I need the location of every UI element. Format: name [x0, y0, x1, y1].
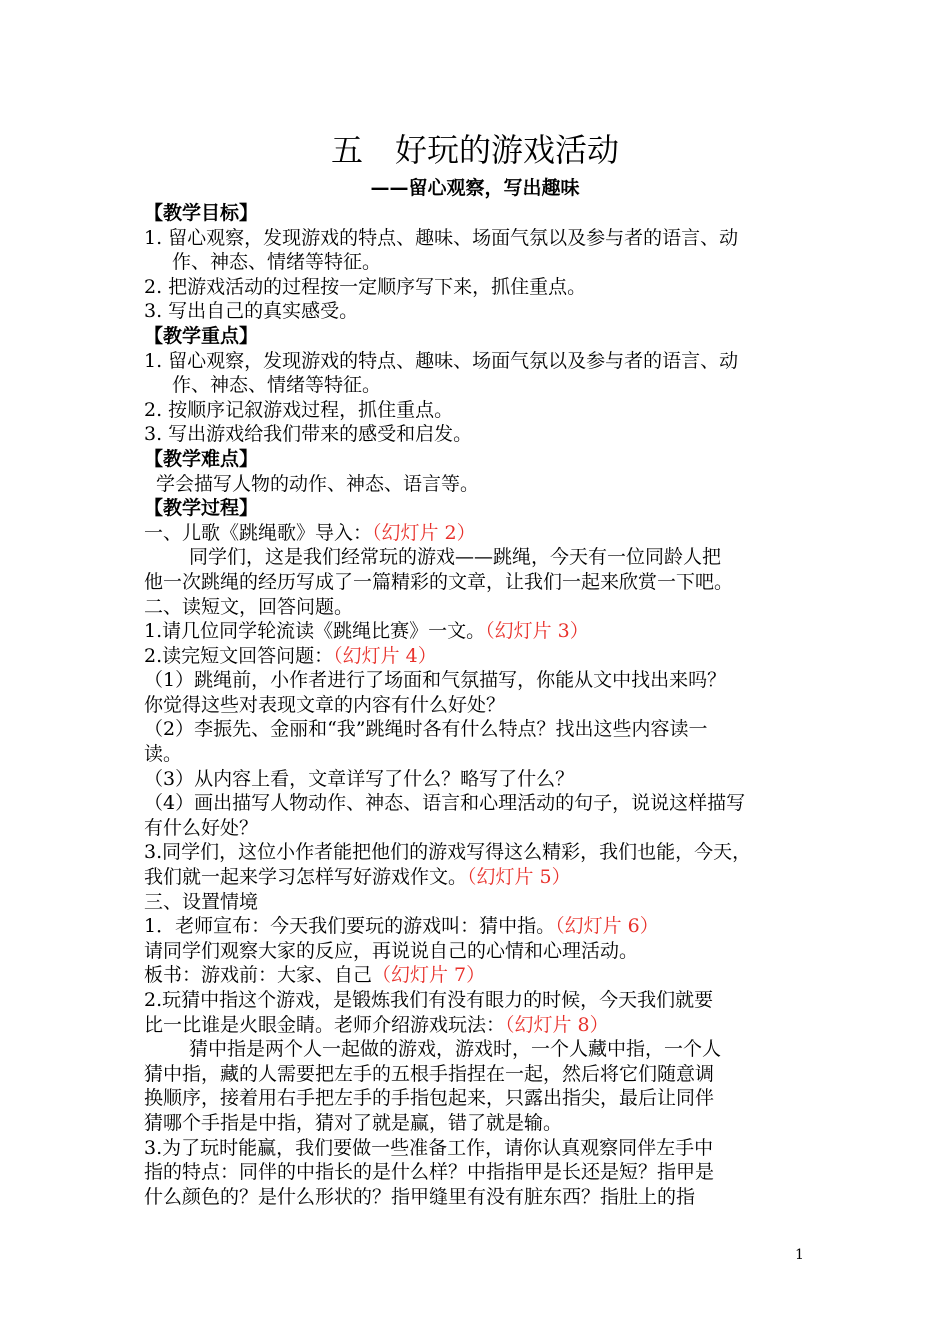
slide-ref: （幻灯片 6） [555, 915, 659, 938]
process-text: 1．老师宣布：今天我们要玩的游戏叫：猜中指。 [144, 915, 556, 938]
process-line-28: 什么颜色的？是什么形状的？指甲缝里有没有脏东西？指肚上的指 [144, 1185, 696, 1208]
goals-item-1: 1. 留心观察，发现游戏的特点、趣味、场面气氛以及参与者的语言、动 [144, 226, 739, 249]
process-line-17 [144, 914, 832, 939]
page-subtitle: ——留心观察，写出趣味 [370, 177, 580, 199]
process-text: 1.请几位同学轮流读《跳绳比赛》一文。 [144, 620, 486, 643]
process-line-19 [144, 963, 832, 988]
process-line-4: 二、读短文，回答问题。 [144, 595, 354, 618]
process-line-14: 3.同学们，这位小作者能把他们的游戏写得这么精彩，我们也能，今天， [144, 841, 752, 864]
process-line-23: 猜中指，藏的人需要把左手的五根手指捏在一起，然后将它们随意调 [144, 1062, 715, 1085]
process-text: 比一比谁是火眼金睛。老师介绍游戏玩法： [144, 1013, 506, 1036]
slide-ref: （幻灯片 8） [505, 1013, 609, 1036]
process-line-16: 三、设置情境 [144, 890, 259, 913]
process-line-11: （3）从内容上看，文章详写了什么？略写了什么？ [144, 767, 575, 790]
process-line-10: 读。 [144, 743, 183, 766]
slide-ref: （幻灯片 5） [467, 866, 571, 889]
process-line-5 [144, 619, 832, 644]
document-body [144, 201, 832, 1209]
process-text: 一、儿歌《跳绳歌》导入： [144, 521, 373, 544]
process-line-6 [144, 644, 832, 669]
process-line-3: 他一次跳绳的经历写成了一篇精彩的文章，让我们一起来欣赏一下吧。 [144, 570, 734, 593]
page-number: 1 [795, 1247, 804, 1263]
process-line-13: 有什么好处？ [144, 816, 259, 839]
slide-ref: （幻灯片 2） [372, 521, 476, 544]
goals-item-3: 3. 写出自己的真实感受。 [144, 300, 359, 323]
process-line-9: （2）李振先、金丽和“我”跳绳时各有什么特点？找出这些内容读一 [144, 718, 708, 741]
process-line-12: （4）画出描写人物动作、神态、语言和心理活动的句子，说说这样描写 [144, 792, 746, 815]
slide-ref: （幻灯片 3） [485, 620, 589, 643]
key-item-1-cont: 作、神态、情绪等特征。 [172, 374, 382, 397]
goals-item-1-cont: 作、神态、情绪等特征。 [172, 251, 382, 274]
section-heading-key: 【教学重点】 [144, 324, 259, 347]
process-line-8: 你觉得这些对表现文章的内容有什么好处？ [144, 693, 506, 716]
section-heading-difficulty: 【教学难点】 [144, 447, 259, 470]
key-item-1: 1. 留心观察，发现游戏的特点、趣味、场面气氛以及参与者的语言、动 [144, 349, 739, 372]
section-heading-process: 【教学过程】 [144, 497, 259, 520]
process-line-27: 指的特点：同伴的中指长的是什么样？中指指甲是长还是短？指甲是 [144, 1161, 715, 1184]
process-line-20: 2.玩猜中指这个游戏，是锻炼我们有没有眼力的时候，今天我们就要 [144, 989, 714, 1011]
process-line-15 [144, 865, 832, 890]
difficulty-item: 学会描写人物的动作、神态、语言等。 [156, 472, 480, 495]
process-text: 板书：游戏前：大家、自己 [144, 964, 373, 987]
slide-ref: （幻灯片 7） [372, 964, 486, 987]
process-line-1 [144, 521, 832, 546]
key-item-2: 2. 按顺序记叙游戏过程，抓住重点。 [144, 398, 454, 421]
goals-item-2: 2. 把游戏活动的过程按一定顺序写下来，抓住重点。 [144, 275, 587, 298]
slide-ref: （幻灯片 4） [333, 644, 437, 667]
process-line-2: 同学们，这是我们经常玩的游戏——跳绳，今天有一位同龄人把 [189, 546, 722, 569]
page-title: 五 好玩的游戏活动 [330, 131, 619, 169]
process-text: 我们就一起来学习怎样写好游戏作文。 [144, 866, 468, 889]
process-line-25: 猜哪个手指是中指，猜对了就是赢，错了就是输。 [144, 1111, 563, 1134]
key-item-3: 3. 写出游戏给我们带来的感受和启发。 [144, 423, 473, 446]
section-heading-goals: 【教学目标】 [144, 202, 259, 224]
process-line-26: 3.为了玩时能赢，我们要做一些准备工作，请你认真观察同伴左手中 [144, 1136, 714, 1159]
process-text: 2.读完短文回答问题： [144, 644, 334, 667]
process-line-21 [144, 1013, 832, 1038]
process-line-24: 换顺序，接着用右手把左手的手指包起来，只露出指尖，最后让同伴 [144, 1087, 715, 1110]
process-line-18: 请同学们观察大家的反应，再说说自己的心情和心理活动。 [144, 939, 639, 962]
process-line-7: （1）跳绳前，小作者进行了场面和气氛描写，你能从文中找出来吗？ [144, 669, 727, 692]
process-line-22: 猜中指是两个人一起做的游戏，游戏时，一个人藏中指，一个人 [189, 1038, 722, 1061]
